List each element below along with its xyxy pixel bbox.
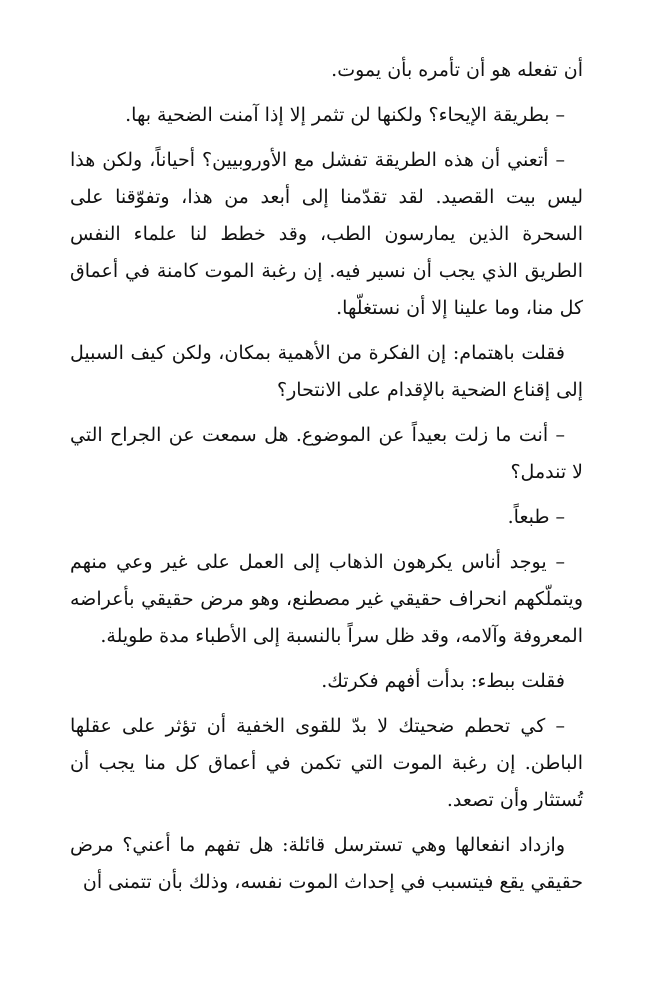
paragraph: – كي تحطم ضحيتك لا بدّ للقوى الخفية أن تؤثر على عقلها الباطن. إن رغبة الموت التي تكمن في أعماق كل منا يجب أن تُستثار وأن تصعد.: [70, 715, 583, 811]
paragraph: – أنت ما زلت بعيداً عن الموضوع. هل سمعت عن الجراح التي لا تندمل؟: [70, 424, 583, 483]
paragraph: – طبعاً.: [507, 506, 565, 528]
paragraph: – يوجد أناس يكرهون الذهاب إلى العمل على غير وعي منهم ويتملّكهم انحراف حقيقي غير مصطنع، وهو مرض حقيقي بأعراضه المعروفة وآلامه، وقد ظل سراً بالنسبة إلى الأطباء مدة طويلة.: [70, 551, 583, 647]
paragraph: أن تفعله هو أن تأمره بأن يموت.: [331, 59, 583, 81]
paragraph: – بطريقة الإيحاء؟ ولكنها لن تثمر إلا إذا آمنت الضحية بها.: [125, 104, 565, 126]
paragraph: – أتعني أن هذه الطريقة تفشل مع الأوروبيين؟ أحياناً، ولكن هذا ليس بيت القصيد. لقد تقدّمنا إلى أبعد من هذا، وتفوّقنا على السحرة الذين يمارسون الطب، وقد خطط لنا علماء النفس الطريق الذي يجب أن نسير فيه. إن رغبة الموت كامنة في أعماق كل منا، وما علينا إلا أن نستغلّها.: [70, 149, 583, 319]
paragraph: فقلت ببطء: بدأت أفهم فكرتك.: [321, 670, 565, 692]
paragraph: وازداد انفعالها وهي تسترسل قائلة: هل تفهم ما أعني؟ مرض حقيقي يقع فيتسبب في إحداث الموت نفسه، وذلك بأن تتمنى أن: [70, 834, 583, 893]
paragraph: فقلت باهتمام: إن الفكرة من الأهمية بمكان، ولكن كيف السبيل إلى إقناع الضحية بالإقدام على الانتحار؟: [70, 342, 583, 401]
